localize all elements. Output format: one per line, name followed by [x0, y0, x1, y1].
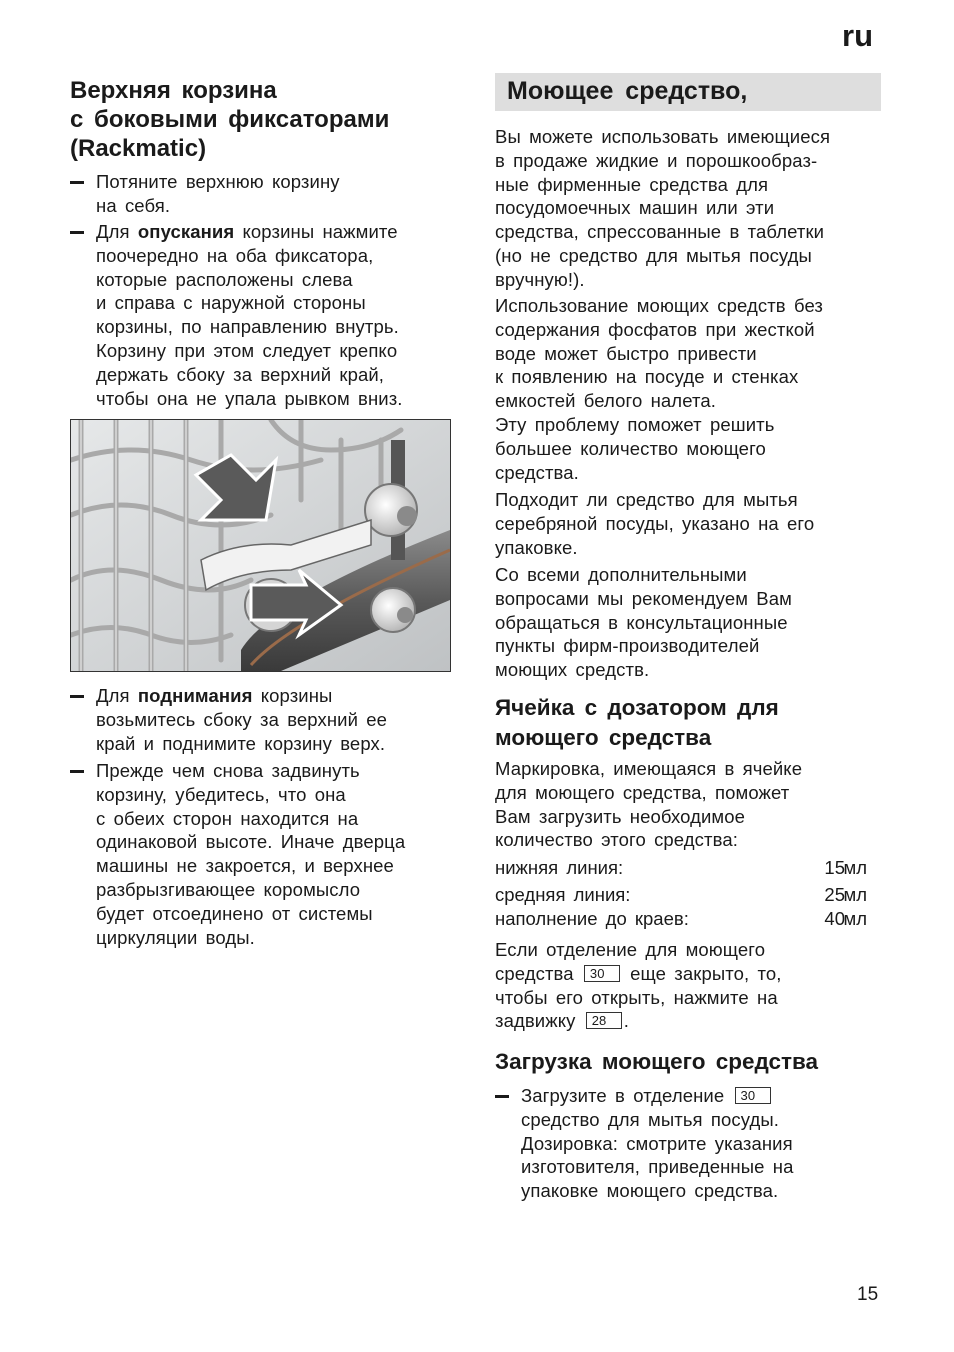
title-line: Ячейка с дозатором для: [495, 695, 779, 720]
text-line: циркуляции воды.: [96, 926, 255, 948]
text-line: возьмитесь сбоку за верхний ее: [96, 708, 388, 730]
text-line: упаковке.: [495, 536, 578, 558]
dash-bullet-icon: [70, 770, 84, 773]
paragraph-silverware: [495, 488, 887, 559]
reference-number-box: 30: [735, 1087, 771, 1104]
text-line: будет отсоединено от системы: [96, 902, 373, 924]
text-line: разбрызгивающее коромысло: [96, 878, 361, 900]
text-line: корзину, убедитесь, что она: [96, 783, 346, 805]
text-line: Использование моющих средств без: [495, 295, 824, 316]
text-line: которые расположены слева: [96, 268, 353, 290]
dosage-row: [495, 857, 867, 881]
text-line: чтобы она не упала рывком вниз.: [96, 387, 403, 409]
paragraph-marking: [495, 757, 887, 852]
text-line: Если отделение для моющего: [495, 939, 766, 960]
text-line: Для опускания корзины нажмите: [96, 221, 398, 242]
dosage-label: средняя линия:: [495, 884, 631, 905]
reference-number-box: 28: [586, 1012, 622, 1029]
text-line: с обеих сторон находится на: [96, 807, 359, 829]
language-code: ru: [842, 18, 873, 53]
dosage-row: [495, 884, 867, 908]
text-line: и справа с наружной стороны: [96, 292, 366, 314]
reference-number-box: 30: [584, 965, 620, 982]
dosage-label: наполнение до краев:: [495, 908, 689, 929]
text-line: поочередно на оба фиксатора,: [96, 244, 374, 266]
subsection-title-dispenser: [495, 693, 887, 753]
text-line: (но не средство для мытья посуды: [495, 244, 812, 266]
text-line: емкостей белого налета.: [495, 390, 716, 412]
text-line: Дозировка: смотрите указания: [521, 1132, 793, 1154]
dosage-label: нижняя линия:: [495, 857, 624, 878]
text-line: Загрузите в отделение 30: [521, 1084, 793, 1108]
text-line: обращаться в консультационные: [495, 611, 788, 633]
text-line: ные фирменные средства для: [495, 173, 769, 195]
text-line: Потяните верхнюю корзину: [96, 171, 340, 192]
dosage-value: 25: [824, 884, 845, 905]
title-line: Загрузка моющего средства: [495, 1049, 819, 1074]
text-line: Корзину при этом следует крепко: [96, 339, 398, 361]
paragraph-open-compartment: [495, 938, 887, 1033]
title-line: моющего средства: [495, 725, 712, 750]
text-line: посудомоечных машин или эти: [495, 197, 775, 219]
paragraph-detergent-types: [495, 125, 887, 292]
text-line: одинаковой высоте. Иначе дверца: [96, 831, 406, 853]
text-line: Подходит ли средство для мытья: [495, 489, 798, 510]
dosage-unit: мл: [843, 857, 867, 878]
text-line: серебряной посуды, указано на его: [495, 512, 815, 534]
text-line: средства 30 еще закрыто, то,: [495, 962, 782, 984]
text-line: воде может быстро привести: [495, 342, 757, 364]
paragraph-phosphates: [495, 294, 887, 484]
dishwasher-upper-basket-rackmatic-illustration-icon: [71, 420, 450, 671]
rackmatic-illustration: [70, 419, 451, 672]
text-line: на себя.: [96, 194, 171, 216]
text-line: Эту проблему поможет решить: [495, 413, 775, 435]
text-line: чтобы его открыть, нажмите на: [495, 986, 778, 1008]
text-line: Прежде чем снова задвинуть: [96, 760, 360, 781]
text-line: изготовителя, приведенные на: [521, 1156, 794, 1178]
text-line: держать сбоку за верхний край,: [96, 363, 385, 385]
dosage-unit: мл: [843, 884, 867, 905]
text-line: вопросами мы рекомендуем Вам: [495, 587, 792, 609]
title-line: с боковыми фиксаторами: [70, 106, 390, 133]
text-line: пункты фирм-производителей: [495, 635, 760, 657]
page-number: 15: [857, 1284, 879, 1305]
text-line: Вам загрузить необходимое: [495, 805, 746, 827]
section-title-detergent: [495, 73, 881, 111]
section-title-text: Моющее средство,: [507, 77, 748, 105]
text-line: Для поднимания корзины: [96, 685, 333, 706]
text-line: средство для мытья посуды.: [521, 1108, 780, 1130]
dash-bullet-icon: [70, 181, 84, 184]
text-line: Маркировка, имеющаяся в ячейке: [495, 758, 803, 779]
dash-bullet-icon: [70, 695, 84, 698]
section-title-upper-basket: [70, 76, 455, 163]
text-line: вручную!).: [495, 268, 585, 290]
text-line: содержания фосфатов при жесткой: [495, 318, 815, 340]
text-line: средства, спрессованные в таблетки: [495, 221, 825, 243]
dosage-row: [495, 908, 867, 932]
title-line: (Rackmatic): [70, 135, 207, 162]
subsection-title-loading: [495, 1047, 887, 1077]
paragraph-questions: [495, 563, 887, 682]
text-line: Вы можете использовать имеющиеся: [495, 126, 831, 147]
text-line: корзины, по направлению внутрь.: [96, 316, 399, 338]
text-line: большее количество моющего: [495, 437, 766, 459]
text-line: край и поднимите корзину верх.: [96, 732, 386, 754]
text-line: задвижку 28 .: [495, 1010, 629, 1032]
dosage-value: 15: [824, 857, 845, 878]
text-line: количество этого средства:: [495, 829, 738, 851]
dosage-value: 40: [824, 908, 845, 929]
dash-bullet-icon: [70, 231, 84, 234]
bold-term: опускания: [137, 221, 235, 242]
text-line: Со всеми дополнительными: [495, 564, 747, 585]
bold-term: поднимания: [137, 685, 253, 706]
text-line: к появлению на посуде и стенках: [495, 366, 799, 388]
text-line: моющих средств.: [495, 659, 650, 681]
dosage-unit: мл: [843, 908, 867, 929]
text-line: в продаже жидкие и порошкообраз-: [495, 149, 818, 171]
title-line: Верхняя корзина: [70, 77, 277, 104]
text-line: упаковке моющего средства.: [521, 1180, 779, 1202]
text-line: машины не закроется, и верхнее: [96, 855, 394, 877]
text-line: средства.: [495, 461, 579, 483]
text-line: для моющего средства, поможет: [495, 781, 790, 803]
dash-bullet-icon: [495, 1095, 509, 1098]
